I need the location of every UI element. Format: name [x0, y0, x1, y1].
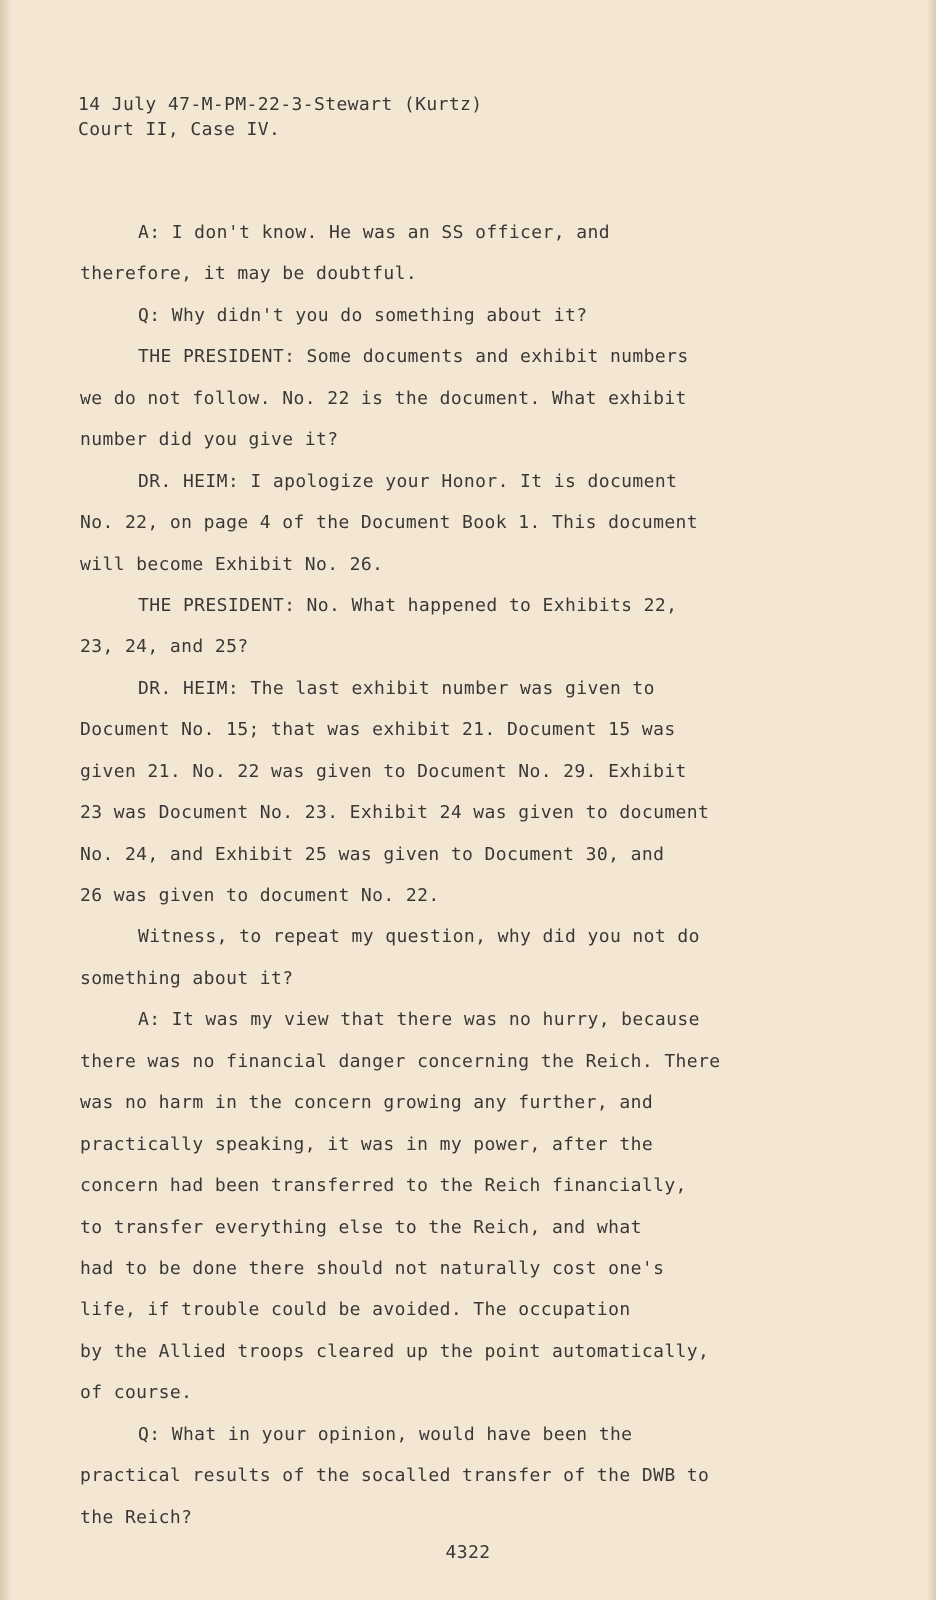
text-line: No. 22, on page 4 of the Document Book 1. This document [80, 512, 699, 534]
text-line: practical results of the socalled transfer of the DWB to [80, 1465, 710, 1487]
text-line: practically speaking, it was in my power, after the [80, 1133, 654, 1155]
page-edge-left [0, 0, 12, 1600]
text-line: was no harm in the concern growing any further, and [80, 1092, 654, 1114]
text-line: number did you give it? [80, 429, 339, 451]
text-line: 23 was Document No. 23. Exhibit 24 was given to document [80, 802, 710, 824]
text-line: THE PRESIDENT: Some documents and exhibit numbers [138, 346, 689, 368]
text-line: will become Exhibit No. 26. [80, 553, 384, 575]
header-session-line: 14 July 47-M-PM-22-3-Stewart (Kurtz) [78, 94, 483, 115]
text-line: Document No. 15; that was exhibit 21. Document 15 was [80, 719, 676, 741]
text-line: THE PRESIDENT: No. What happened to Exhibits 22, [138, 594, 678, 616]
text-line: given 21. No. 22 was given to Document No. 29. Exhibit [80, 760, 687, 782]
page-number: 4322 [445, 1542, 491, 1563]
header-court-line: Court II, Case IV. [78, 119, 281, 140]
text-line: 23, 24, and 25? [80, 636, 249, 658]
text-line: concern had been transferred to the Reich financially, [80, 1175, 687, 1197]
text-line: DR. HEIM: I apologize your Honor. It is document [138, 470, 678, 492]
text-line: No. 24, and Exhibit 25 was given to Document 30, and [80, 843, 665, 865]
text-line: Q: What in your opinion, would have been the [138, 1423, 633, 1445]
transcript-header [78, 92, 483, 142]
text-line: of course. [80, 1382, 193, 1404]
text-line: the Reich? [80, 1506, 193, 1528]
text-line: there was no financial danger concerning the Reich. There [80, 1050, 721, 1072]
transcript-body [80, 212, 790, 1538]
text-line: to transfer everything else to the Reich, and what [80, 1216, 642, 1238]
text-line: something about it? [80, 967, 294, 989]
page-edge-right [926, 0, 936, 1600]
text-line: we do not follow. No. 22 is the document. What exhibit [80, 387, 687, 409]
text-line: 26 was given to document No. 22. [80, 885, 440, 906]
text-line: had to be done there should not naturally cost one's [80, 1257, 665, 1279]
text-line: DR. HEIM: The last exhibit number was given to [138, 677, 655, 699]
text-line: A: It was my view that there was no hurry, because [138, 1009, 700, 1031]
text-line: by the Allied troops cleared up the point automatically, [80, 1340, 710, 1362]
text-line: Q: Why didn't you do something about it? [138, 304, 588, 326]
text-line: life, if trouble could be avoided. The occupation [80, 1299, 631, 1321]
text-line: A: I don't know. He was an SS officer, and [138, 222, 610, 243]
text-line: therefore, it may be doubtful. [80, 263, 418, 285]
text-line: Witness, to repeat my question, why did you not do [138, 926, 700, 948]
